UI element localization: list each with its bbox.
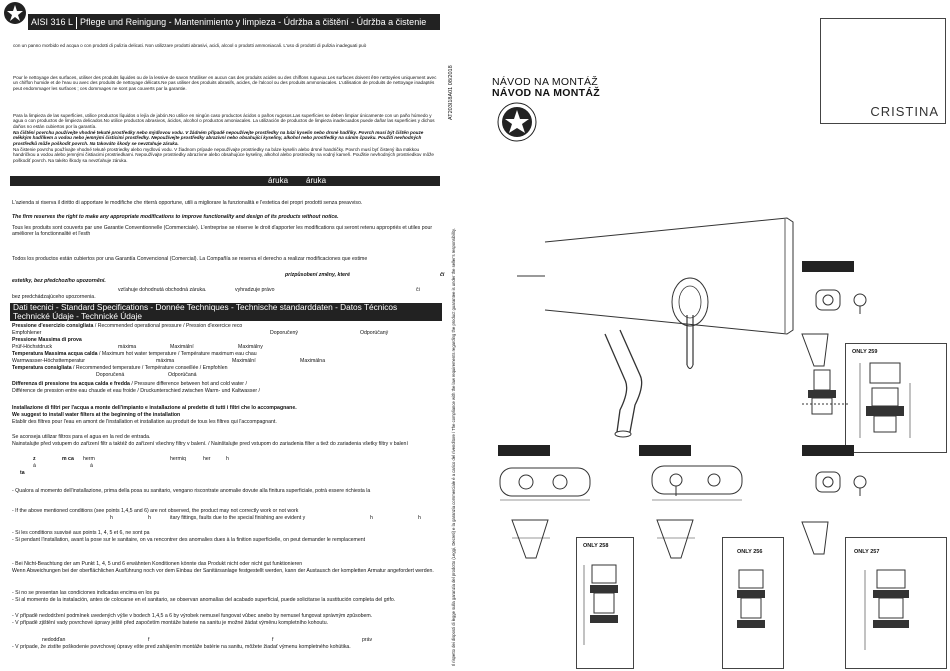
brand-name: CRISTINA — [870, 104, 939, 119]
care-text-es: Para la limpieza de las superficies, utilice productos líquidos o lejía de jabón.No utilice en ningún caso productos ácidos o paños rugosos.Las superficies se deben limpiar únicamente con un paño húmedo y agua o con productos de limpieza delicados.No utilice productos abrasivos, ácidos, alcohol o productos amoniacales. La utilización de productos de limpieza inadecuados puede dañar las superficies y dichos daños no están cubiertos por la garantía. — [13, 113, 435, 129]
install-frag-1c: herm — [83, 456, 95, 462]
conditions-es-1: - Si no se presentan las condiciones indicadas encima en los pu — [12, 590, 160, 596]
conditions-fr-1: - Si les conditions susvisé aux points 1, 4, 5 et 6, ne sont pa — [12, 530, 150, 536]
spec-pressure-diff-fr: Différence de pression entre eau chaude et eau froide / Druckunterschied zwischen Warm- und Kaltwasser / — [12, 388, 260, 394]
spec-hot-temp-es: máxima — [156, 358, 175, 364]
variant-259-dims — [850, 353, 945, 448]
variant-258-section — [510, 518, 570, 628]
install-cz: Nainstalujte před vstupem do zařízení filtr a taktéž do zařízení všechny filtry v balení. / Nainštalujte pred vstupom do zariadenia filter a tiež do zariadenia všetky filtry v balení — [12, 441, 408, 447]
conditions-en-2e: h — [418, 515, 421, 521]
install-frag-1f: h — [226, 456, 229, 462]
variant-257-front — [815, 470, 885, 500]
install-frag-3: ta — [20, 470, 25, 476]
warranty-sk-b: vyhradzuje právo — [235, 287, 275, 293]
conditions-en-2a: h — [110, 515, 113, 521]
title-line1: NÁVOD NA MONTÁŽ — [492, 76, 599, 88]
conditions-de-1: - Bei Nicht-Beachtung der am Punkt 1, 4, 5 und 6 erwähnten Konditionen könnte das Produkt nicht oder nicht gut funktionieren — [12, 561, 303, 567]
conditions-en: - If the above mentioned conditions (see points 1,4,5 and 6) are not observed, the product may not correctly work or not work — [12, 508, 299, 514]
brand-box — [820, 18, 946, 124]
variant-256-section — [655, 518, 715, 628]
conditions-fr-2: - Si pendant l'installation, avant la pose sur le sanitaire, on va rencontrer des anomalies dues à la finition superficielle, on peut demander le remplacement — [12, 537, 366, 543]
star-badge-icon — [497, 102, 537, 142]
variant-258-front — [498, 462, 608, 507]
tech-bar-line1: Dati tecnici - Standard Specifications - Donnée Techniques - Technische standarddaten - Datos Técnicos — [13, 303, 398, 312]
spec-hot-temp-de: Warmwasser-Höchsttemperatur — [12, 358, 86, 364]
conditions-it: - Qualora al momento dell'installazione, prima della posa su sanitario, vengano riscontrate anomalie dovute alla finitura superficiale, potrà essere richiesta la — [12, 488, 371, 494]
conditions-en-2b: h — [148, 515, 151, 521]
variant-257-section — [800, 520, 850, 620]
variant-tag-258 — [498, 445, 550, 456]
tech-bar-line2: Technické Údaje - Technické Údaje — [13, 311, 142, 321]
legal-vertical: Il rispetto dei disposti di legge sulla garanzia del prodotto (Leggi, Decreti) e la garanzia commerciale è a carico del rivenditore / The compliance with the law requirements regarding the product guarantee is under the seller's responsibility. — [451, 228, 456, 666]
doc-code: AT203I18A01 08/2018 — [448, 65, 454, 120]
warranty-sk-a: vzťahuje dohodnutá obchodná záruka. — [118, 287, 207, 293]
install-it: Installazione di filtri per l'acqua a monte dell'impianto e installazione al predette di tutti i filtri che lo accompagnane. — [12, 405, 297, 411]
warranty-bar-b: áruka — [306, 176, 327, 185]
variant-tag-259 — [802, 261, 854, 272]
conditions-sk-1b: f — [148, 637, 150, 643]
install-es: Se aconseja utilizar filtros para el agua en la red de entrada. — [12, 434, 151, 440]
variant-259-front — [815, 288, 885, 318]
warranty-es: Todos los productos están cubiertos por una Garantía Convencional (Comercial). La Compañía se reserva el derecho a realizar modificaciones que estime — [12, 256, 368, 262]
variant-label-259: ONLY 259 — [852, 349, 878, 355]
variant-label-256: ONLY 256 — [737, 549, 763, 555]
variant-label-258: ONLY 258 — [583, 543, 609, 549]
faucet-drawing — [495, 210, 795, 445]
variant-256-dims — [727, 560, 777, 664]
spec-test-pressure-es: máxima — [118, 344, 137, 350]
warranty-cz-c: estetiky, bez předchozího upozornění. — [12, 278, 106, 284]
spec-test-pressure-cz: Maximální — [170, 344, 194, 350]
install-frag-1b: m ca — [62, 456, 74, 462]
warranty-cz-b: či — [440, 272, 445, 278]
install-frag-1e: her — [203, 456, 211, 462]
care-title: Pflege und Reinigung - Mantenimiento y limpieza - Údržba a čištění - Údržba a čistenie — [80, 17, 427, 27]
spec-rec-temp: Temperatura consigliata / Recommended temperature / Température conseillée / Empfohlen — [12, 365, 228, 371]
warranty-cz-a: prizpůsobení změny, které — [285, 272, 350, 278]
title-line2: NÁVOD NA MONTÁŽ — [492, 87, 600, 99]
tech-specs-bar — [10, 303, 442, 321]
warranty-fr: Tous les produits sont couverts par une Garantie Conventionnelle (Commerciale). L'entreprise se réserve le droit d'apporter les modifications qui seront retenu appropriés et utiles pour améliorer la fonctionnalité et l'esth — [12, 225, 433, 238]
conditions-en-2d: h — [370, 515, 373, 521]
variant-label-257: ONLY 257 — [854, 549, 880, 555]
spec-hot-temp: Temperatura Massima acqua calda / Maximum hot water temperature / Température maximum eau chau — [12, 351, 257, 357]
care-text-fr: Pour le nettoyage des surfaces, utiliser des produits liquides ou de la lessive de savon N'utiliser en aucun cas des produits acides ou des chiffons rugueux.Les surfaces doivent être nettoyées uniquement avec un chiffon humide et de l'eau ou avec des produits de nettoyage délicats.Ne pas utiliser des produits abrasifs, acides, de l'alcool ou des produits ammoniacales. L'utilisation de produits de nettoyage inadaptés peut endommager les surfaces ; ces dommages ne sont pas couverts par la garantie. — [13, 75, 437, 91]
care-text-it: con un panno morbido ed acqua o con prodotti di pulizia delicati. Non utilizzare prodotti abrasivi, acidi, alcool o prodotti ammoniacali. L'uso di prodotti di pulizia inadeguati può — [13, 43, 367, 48]
conditions-sk-1a: nedodďan — [42, 637, 66, 643]
variant-258-dims — [580, 555, 630, 663]
variant-259-section — [800, 332, 850, 452]
spec-rec-temp-sk: Odporúčaná — [168, 372, 197, 378]
conditions-de-2: Wenn Abweichungen bei der oberflächlichen Ausführung noch vor dem Einbau der Sanitärsanlage festgestellt werden, kann der Austausch der kompletten Armatur angefordert werden. — [12, 568, 434, 574]
install-frag-1d: hermiq — [170, 456, 186, 462]
spec-hot-temp-cz: Maximální — [232, 358, 256, 364]
install-en: We suggest to install water filters at the beginning of the installation — [12, 412, 181, 418]
spec-op-pressure-de: Empfohlener — [12, 330, 42, 336]
conditions-en-2c: itary fittings, faults due to the special finishing are evident y — [170, 515, 306, 521]
spec-test-pressure-de: Prüf-Höchstdruck — [12, 344, 53, 350]
install-frag-2a: á — [33, 463, 36, 469]
conditions-cz-2: - V případě zjištění vady povrchové úpravy ještě před započetím montáže baterie na sanitu je možné žádat výměnu kompletního kohoutu. — [12, 620, 329, 626]
spec-op-pressure: Pressione d'esercizio consigliata / Recommended operational pressure / Pression d'exercice reco — [12, 323, 243, 329]
install-frag-2b: á — [90, 463, 93, 469]
warranty-bar-a: áruka — [268, 176, 289, 185]
warranty-bar — [10, 176, 440, 186]
company-logo — [4, 2, 26, 24]
care-text-cz: Na čištění povrchu používejte vhodné tekuté prostředky nebo mýdlovou vodu. V žádném případě nepoužívejte prostředky na bázi kyselin nebo drsné hadříky. Povrch musí být čištěn pouze měkkým hadříkem a vodou nebo jemnými čisticími prostředky. Nepoužívejte prostředky abrazivní nebo obsahující kyseliny, alkohol nebo prostředky na sáním čpavku. Použití nevhodných prostředků může poškodit povrch. Na takováto škody se nevztahuje záruka. — [13, 130, 424, 146]
care-text-sk: Na čistenie povrchu používajte vhodné tekuté prostriedky alebo mydlovú vodu. V žiadnom prípade nepoužívajte prostriedky na báze kyselín alebo drsné handričky. Povrch musí byť čistený iba mäkkou handričkou a vodou alebo jemnými čistiacimi prostriedkami. Nepoužívajte prostriedky abrazívne alebo obsahujúce kyseliny, alkohol alebo prostriedky na vodný kameň. Použitie nevhodných prostriedkov môže poškodiť povrch. Na takéto škody sa nevzťahuje záruka. — [13, 147, 434, 163]
warranty-sk-d: bez predchádzajúceho upozornenia. — [12, 294, 96, 300]
spec-test-pressure: Pressione Massima di prova — [12, 337, 82, 343]
spec-hot-temp-sk: Maximálna — [300, 358, 326, 364]
conditions-cz-1: - V případě nedodržení podmínek uvedených výše v bodech 1,4,5 a 6 by výrobek nemusel fungovat vůbec anebo by nemusel fungovat správným způsobem. — [12, 613, 373, 619]
conditions-sk-1c: f — [272, 637, 274, 643]
variant-tag-256 — [639, 445, 691, 456]
warranty-sk-c: či — [416, 287, 420, 293]
conditions-sk-1d: práv — [362, 637, 373, 643]
material-label: AISI 316 L — [31, 17, 74, 27]
variant-256-front — [650, 460, 770, 505]
conditions-es-2: - Si al momento de la instalación, antes de colocarse en el sanitario, se observan anomalías del acabado superficial, puede solicitarse la sustitución completa del grifo. — [12, 597, 396, 603]
spec-rec-temp-cz: Doporučená — [96, 372, 125, 378]
spec-op-pressure-sk: Odporúčaný — [360, 330, 389, 336]
spec-pressure-diff: Differenza di pressione tra acqua calda e fredda / Pressure difference between hot and cold water / — [12, 381, 247, 387]
warranty-it: L'azienda si riserva il diritto di apportare le modifiche che riterrà opportune, utili a migliorare la funzionalità e l'estetica dei propri prodotti senza preavviso. — [12, 200, 363, 206]
conditions-sk-2: - V prípade, že zistíte poškodenie povrchovej úpravy ešte pred zahájením montáže batérie na sanitu, môžete žiadať výmenu kompletného kohútika. — [12, 644, 351, 650]
warranty-en: The firm reserves the right to make any appropriate modifications to improve functionality and design of its products without notice. — [12, 214, 339, 220]
header-bar — [28, 14, 440, 30]
spec-test-pressure-sk: Maximálny — [238, 344, 263, 350]
variant-257-dims — [855, 560, 940, 664]
variant-tag-257 — [802, 445, 854, 456]
spec-op-pressure-cz: Doporučený — [270, 330, 298, 336]
install-fr: Etablir des filtres pour l'eau en amont de l'installation et installation au produit de tous les filtres qui l'accompagnant. — [12, 419, 277, 425]
install-frag-1a: z — [33, 456, 36, 462]
